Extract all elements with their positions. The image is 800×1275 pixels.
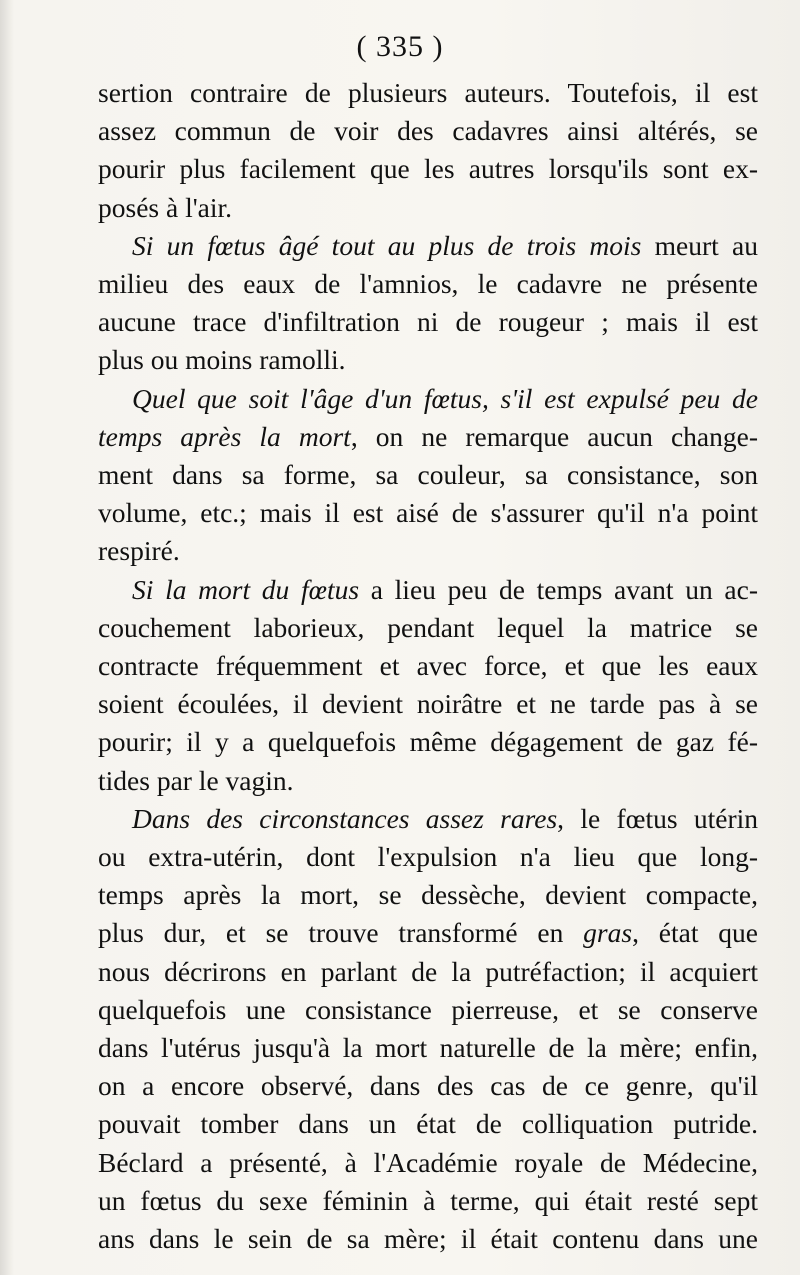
- text-line: [98, 647, 758, 685]
- text-line: [98, 876, 758, 914]
- text-line: [98, 456, 758, 494]
- text-run: soient écoulées, il devient noirâtre et ne tarde pas à se: [98, 688, 758, 720]
- text-line: [98, 189, 758, 227]
- text-line: [98, 723, 758, 761]
- text-run: Béclard a présenté, à l'Académie royale de Médecine,: [98, 1146, 758, 1178]
- text-line: [98, 762, 758, 800]
- italic-run: Si un fœtus âgé tout au plus de trois mois: [132, 229, 642, 261]
- text-run: quelquefois une consistance pierreuse, et se conserve: [98, 993, 758, 1025]
- text-run: ou extra-utérin, dont l'expulsion n'a lieu que long-: [98, 841, 758, 873]
- text-line: [98, 265, 758, 303]
- text-run: milieu des eaux de l'amnios, le cadavre ne présente: [98, 268, 758, 300]
- text-line: [98, 1144, 758, 1182]
- text-line: [98, 685, 758, 723]
- italic-run: Quel que soit l'âge d'un fœtus, s'il est expulsé peu de: [132, 382, 758, 414]
- text-run: temps après la mort, se dessèche, devient compacte,: [98, 879, 758, 911]
- body-text: [98, 74, 758, 1258]
- text-run: aucune trace d'infiltration ni de rougeur ; mais il est: [98, 306, 758, 338]
- text-run: on a encore observé, dans des cas de ce genre, qu'il: [98, 1070, 758, 1102]
- paragraph: [98, 571, 758, 800]
- text-line: [98, 380, 758, 418]
- text-line: [98, 532, 758, 570]
- text-line: [98, 341, 758, 379]
- text-line: [98, 227, 758, 265]
- text-run: ans dans le sein de sa mère; il était contenu dans une: [98, 1223, 758, 1255]
- page-number: ( 335 ): [356, 30, 444, 63]
- text-run: plus ou moins ramolli.: [98, 344, 346, 376]
- text-run: dans l'utérus jusqu'à la mort naturelle de la mère; enfin,: [98, 1032, 758, 1064]
- text-run: plus dur, et se trouve transformé en: [98, 917, 584, 949]
- text-run: , état que: [632, 917, 758, 949]
- text-run: , le fœtus utérin: [557, 802, 758, 834]
- text-line: [98, 1067, 758, 1105]
- italic-run: Dans des circonstances assez rares: [132, 802, 558, 834]
- text-run: contracte fréquemment et avec force, et que les eaux: [98, 650, 758, 682]
- text-run: un fœtus du sexe féminin à terme, qui était resté sept: [98, 1184, 758, 1216]
- text-run: couchement laborieux, pendant lequel la matrice se: [98, 611, 758, 643]
- italic-run: temps après la mort: [98, 420, 351, 452]
- text-line: [98, 303, 758, 341]
- paragraph: [98, 74, 758, 227]
- text-run: volume, etc.; mais il est aisé de s'assurer qu'il n'a point: [98, 497, 758, 529]
- text-line: [98, 1220, 758, 1258]
- text-line: [98, 571, 758, 609]
- text-run: nous décrirons en parlant de la putréfaction; il acquiert: [98, 955, 758, 987]
- text-line: [98, 609, 758, 647]
- text-run: assez commun de voir des cadavres ainsi altérés, se: [98, 115, 758, 147]
- italic-run: gras: [583, 917, 633, 949]
- text-line: [98, 150, 758, 188]
- text-run: , on ne remarque aucun change-: [350, 420, 758, 452]
- italic-run: Si la mort du fœtus: [132, 573, 360, 605]
- text-line: [98, 1105, 758, 1143]
- text-run: meurt au: [641, 229, 758, 261]
- text-line: [98, 838, 758, 876]
- text-run: pourir plus facilement que les autres lorsqu'ils sont ex-: [98, 153, 758, 185]
- text-run: ment dans sa forme, sa couleur, sa consistance, son: [98, 459, 758, 491]
- text-line: [98, 74, 758, 112]
- text-run: a lieu peu de temps avant un ac-: [359, 573, 759, 605]
- text-run: pourir; il y a quelquefois même dégagement de gaz fé-: [98, 726, 758, 758]
- text-line: [98, 953, 758, 991]
- paragraph: [98, 380, 758, 571]
- text-run: tides par le vagin.: [98, 764, 294, 796]
- text-run: posés à l'air.: [98, 191, 233, 223]
- text-run: pouvait tomber dans un état de colliquation putride.: [98, 1108, 758, 1140]
- paragraph: [98, 227, 758, 380]
- text-run: respiré.: [98, 535, 180, 567]
- text-line: [98, 800, 758, 838]
- text-line: [98, 914, 758, 952]
- text-run: sertion contraire de plusieurs auteurs. Toutefois, il est: [98, 77, 758, 108]
- text-line: [98, 112, 758, 150]
- text-line: [98, 991, 758, 1029]
- text-line: [98, 1182, 758, 1220]
- text-line: [98, 494, 758, 532]
- paragraph: [98, 800, 758, 1258]
- text-line: [98, 418, 758, 456]
- text-line: [98, 1029, 758, 1067]
